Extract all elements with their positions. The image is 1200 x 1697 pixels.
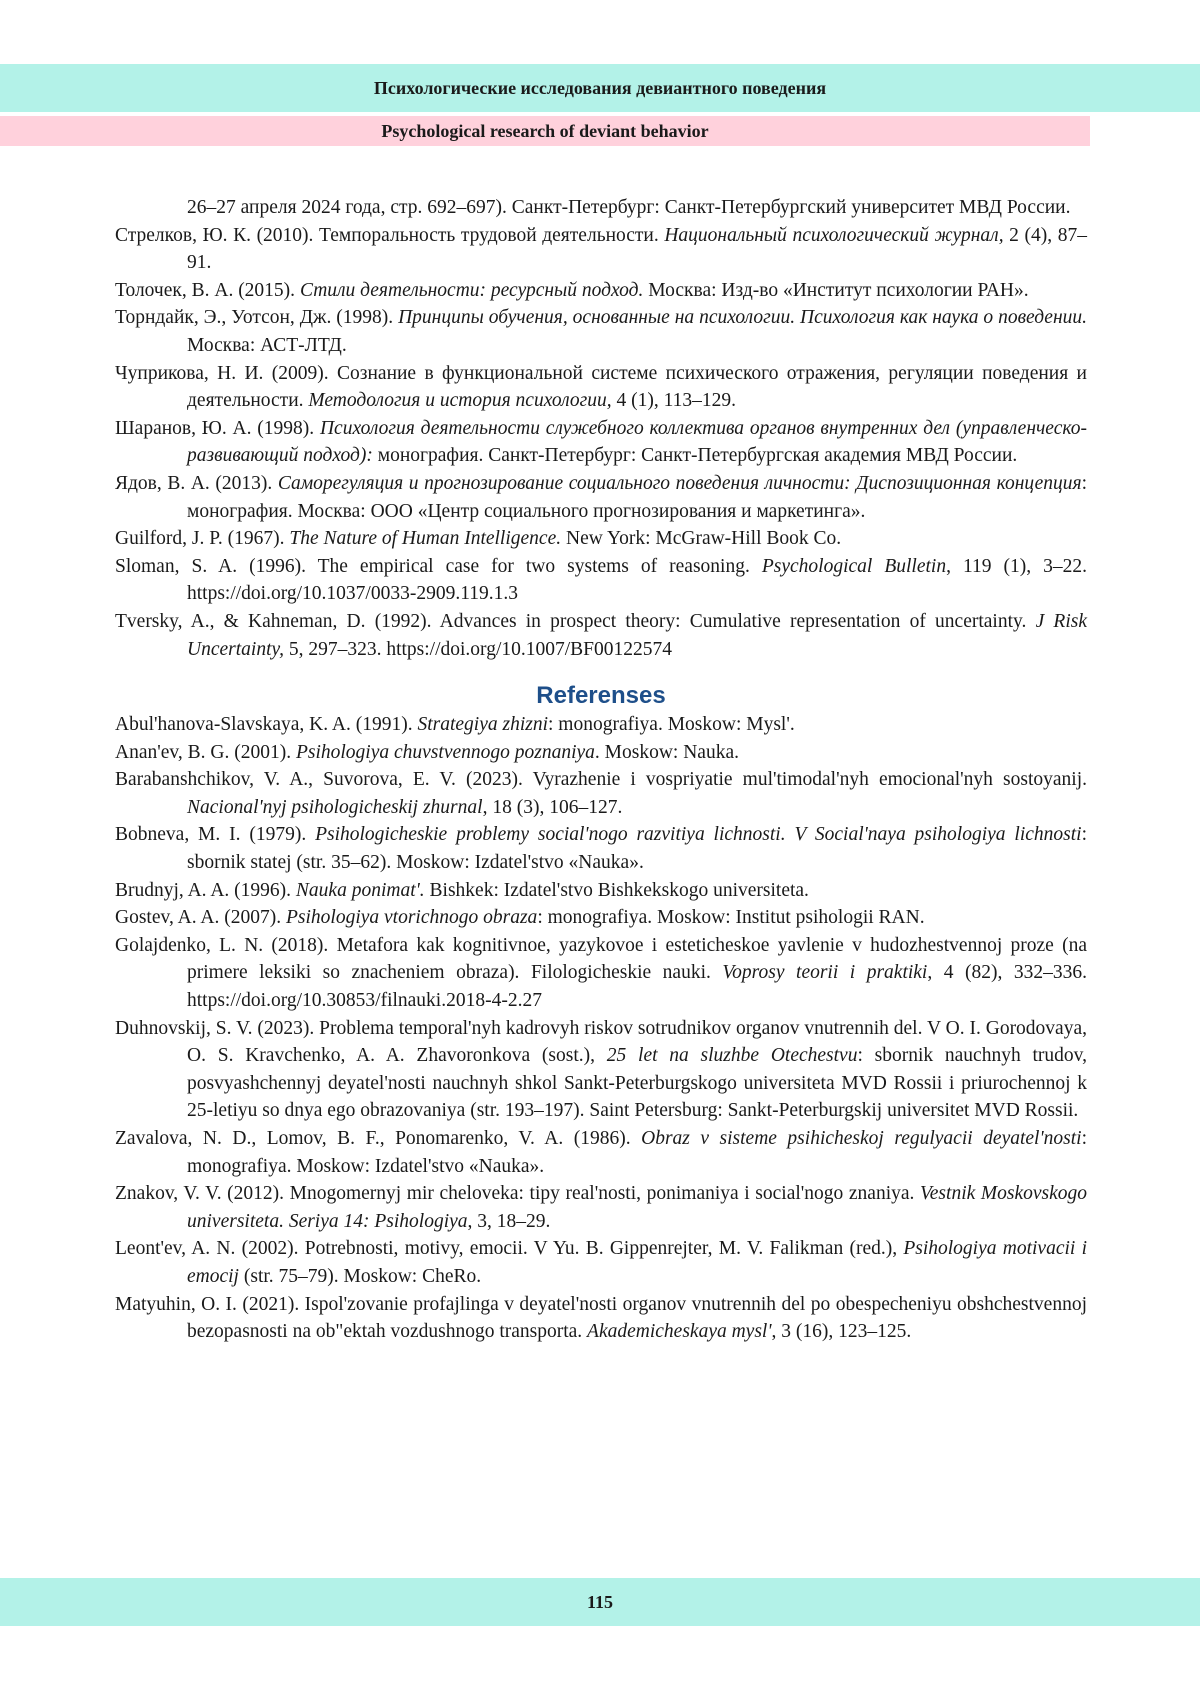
journal-title-ru <box>0 64 1200 112</box>
reference-text-part: Guilford, J. P. (1967). <box>115 528 290 550</box>
reference-italic-part: Психология деятельности служебного коллектива органов внутренних дел (управленческо-развивающий подход): <box>187 417 1087 467</box>
reference-italic-part: Obraz v sisteme psihicheskoj regulyacii deyatel'nosti <box>641 1128 1082 1149</box>
journal-title-ru-text: Психологические исследования девиантного поведения <box>373 77 827 98</box>
reference-italic-part: Psychological Bulletin <box>761 555 947 577</box>
reference-italic-part: Psihologiya motivacii i emocij <box>187 1238 1087 1287</box>
reference-text-part: Leont'ev, A. N. (2002). Potrebnosti, motivy, emocii. V Yu. B. Gippenrejter, M. V. Falikman (red.), <box>115 1238 904 1260</box>
reference-text-part: 4 (1), 113–129. <box>611 390 737 412</box>
reference-text-part: Sloman, S. A. (1996). The empirical case for two systems of reasoning. <box>115 555 762 577</box>
reference-entry <box>115 1180 1087 1235</box>
reference-text-part: Anan'ev, B. G. (2001). <box>115 741 296 763</box>
reference-text-part: , 3, 18–29. <box>467 1210 551 1232</box>
reference-text-part: Zavalova, N. D., Lomov, B. F., Ponomarenko, V. A. (1986). <box>115 1128 642 1149</box>
reference-entry <box>115 415 1087 470</box>
reference-italic-part: Akademicheskaya mysl' <box>587 1321 772 1343</box>
page-footer <box>0 1578 1200 1626</box>
reference-entry <box>115 821 1087 876</box>
reference-italic-part: Методология и история психологии, <box>308 390 612 412</box>
reference-text-part: New York: McGraw-Hill Book Co. <box>561 528 842 550</box>
reference-entry <box>115 877 1087 905</box>
journal-title-en <box>0 116 1090 146</box>
reference-italic-part: 25 let na sluzhbe Otechestvu <box>606 1045 858 1067</box>
reference-text-part: , 119 (1), 3–22. https://doi.org/10.1037/0033-2909.119.1.3 <box>187 555 1087 605</box>
reference-text-part: : monografiya. Moskow: Mysl'. <box>548 714 795 736</box>
reference-entry <box>115 194 1087 222</box>
reference-text-part: монография. Санкт-Петербург: Санкт-Петербургская академия МВД России. <box>372 445 1018 467</box>
reference-text-part: , 4 (82), 332–336. https://doi.org/10.30853/filnauki.2018-4-2.27 <box>187 962 1087 1012</box>
reference-entry <box>115 1291 1087 1346</box>
reference-text-part: : monografiya. Moskow: Institut psihologii RAN. <box>537 907 925 929</box>
reference-entry <box>115 1015 1087 1125</box>
references-content <box>115 194 1087 1346</box>
reference-italic-part: Voprosy teorii i praktiki <box>722 962 928 984</box>
reference-text-part: Москва: Изд-во «Институт психологии РАН». <box>643 279 1029 301</box>
reference-text-part: Abul'hanova-Slavskaya, K. A. (1991). <box>115 714 418 736</box>
reference-text-part: Чуприкова, Н. И. (2009). Сознание в функциональной системе психического отражения, регуляции поведения и деятельности. <box>115 362 1087 412</box>
reference-entry <box>115 1125 1087 1180</box>
reference-text-part: Москва: АСТ-ЛТД. <box>187 334 347 356</box>
reference-entry <box>115 553 1087 608</box>
reference-italic-part: Nauka ponimat'. <box>295 879 425 901</box>
reference-entry <box>115 277 1087 305</box>
english-reference-list <box>115 711 1087 1346</box>
reference-italic-part: Psihologicheskie problemy social'nogo razvitiya lichnosti. V Social'naya psihologiya lichnosti <box>315 824 1082 846</box>
reference-entry <box>115 470 1087 525</box>
reference-text-part: , 18 (3), 106–127. <box>482 796 623 818</box>
page-number: 115 <box>586 1591 613 1612</box>
reference-entry <box>115 1235 1087 1290</box>
journal-title-en-text: Psychological research of deviant behavior <box>381 120 709 141</box>
reference-entry <box>115 525 1087 553</box>
reference-text-part: Tversky, A., & Kahneman, D. (1992). Advances in prospect theory: Cumulative representation of uncertainty. <box>115 610 1036 632</box>
reference-entry <box>115 360 1087 415</box>
reference-italic-part: Nacional'nyj psihologicheskij zhurnal <box>187 796 483 818</box>
reference-entry <box>115 739 1087 767</box>
reference-text-part: 26–27 апреля 2024 года, стр. 692–697). Санкт-Петербург: Санкт-Петербургский университет МВД России. <box>187 197 1071 218</box>
reference-text-part: Bishkek: Izdatel'stvo Bishkekskogo universiteta. <box>424 879 809 901</box>
reference-text-part: Торндайк, Э., Уотсон, Дж. (1998). <box>115 307 399 329</box>
reference-text-part: Шаранов, Ю. А. (1998). <box>115 417 320 439</box>
reference-text-part: 2 (4), 87–91. <box>187 224 1087 274</box>
reference-text-part: Толочек, В. А. (2015). <box>115 279 300 301</box>
reference-text-part: Golajdenko, L. N. (2018). Metafora kak kognitivnoe, yazykovoe i esteticheskoe yavlenie v hudozhestvennoj proze (na primere leksiki so znacheniem obraza). Filologicheskie nauki. <box>115 934 1087 984</box>
reference-entry <box>115 904 1087 932</box>
reference-entry <box>115 304 1087 359</box>
reference-entry <box>115 711 1087 739</box>
reference-entry <box>115 608 1087 663</box>
reference-italic-part: Саморегуляция и прогнозирование социального поведения личности: Диспозиционная концепция <box>277 472 1082 494</box>
reference-italic-part: J Risk Uncertainty, <box>187 610 1087 660</box>
reference-italic-part: Strategiya zhizni <box>417 714 549 736</box>
reference-text-part: : sbornik nauchnyh trudov, posvyashchennyj deyatel'nosti nauchnyh shkol Sankt-Peterburgskogo universiteta MVD Rossii i priurochennoj k 25-letiyu so dnya ego obrazovaniya (str. 193–197). Saint Petersburg: Sankt-Peterburgskij universitet MVD Rossii. <box>187 1045 1087 1122</box>
reference-text-part: Matyuhin, O. I. (2021). Ispol'zovanie profajlinga v deyatel'nosti organov vnutrennih del po obespecheniyu obshchestvennoj bezopasnosti na ob"ektah vozdushnogo transporta. <box>115 1293 1087 1343</box>
russian-reference-list <box>115 194 1087 663</box>
reference-text-part: Brudnyj, A. A. (1996). <box>115 879 296 901</box>
reference-italic-part: Принципы обучения, основанные на психологии. Психология как наука о поведении. <box>398 307 1088 329</box>
reference-text-part: , 3 (16), 123–125. <box>771 1321 912 1343</box>
reference-italic-part: Стили деятельности: ресурсный подход. <box>299 279 644 301</box>
reference-text-part: Ядов, В. А. (2013). <box>115 472 278 494</box>
reference-entry <box>115 222 1087 277</box>
reference-text-part: Barabanshchikov, V. A., Suvorova, E. V. (2023). Vyrazhenie i vospriyatie mul'timodal'nyh emocional'nyh sostoyanij. <box>115 769 1087 791</box>
reference-text-part: : монография. Москва: ООО «Центр социального прогнозирования и маркетинга». <box>187 472 1087 522</box>
reference-italic-part: Национальный психологический журнал, <box>664 224 1004 246</box>
references-heading: Referenses <box>536 682 666 710</box>
reference-italic-part: Psihologiya vtorichnogo obraza <box>285 907 538 929</box>
reference-text-part: Gostev, A. A. (2007). <box>115 907 286 929</box>
reference-italic-part: Vestnik Moskovskogo universiteta. Seriya 14: Psihologiya <box>187 1183 1088 1232</box>
reference-text-part: Duhnovskij, S. V. (2023). Problema temporal'nyh kadrovyh riskov sotrudnikov organov vnutrennih del. V O. I. Gorodovaya, O. S. Kravchenko, A. A. Zhavoronkova (sost.), <box>115 1017 1087 1067</box>
reference-italic-part: Psihologiya chuvstvennogo poznaniya <box>295 741 595 763</box>
reference-entry <box>115 766 1087 821</box>
reference-text-part: : monografiya. Moskow: Izdatel'stvo «Nauka». <box>187 1128 1087 1177</box>
reference-entry <box>115 932 1087 1015</box>
reference-text-part: : sbornik statej (str. 35–62). Moskow: Izdatel'stvo «Nauka». <box>187 824 1087 874</box>
reference-text-part: (str. 75–79). Moskow: CheRo. <box>238 1265 482 1287</box>
reference-text-part: 5, 297–323. https://doi.org/10.1007/BF00122574 <box>283 638 673 660</box>
reference-text-part: Znakov, V. V. (2012). Mnogomernyj mir cheloveka: tipy real'nosti, ponimaniya i social'nogo znaniya. <box>115 1183 921 1205</box>
reference-text-part: Bobneva, M. I. (1979). <box>115 824 316 846</box>
reference-text-part: . Moskow: Nauka. <box>594 741 739 763</box>
reference-text-part: Стрелков, Ю. К. (2010). Темпоральность трудовой деятельности. <box>115 224 665 246</box>
reference-italic-part: The Nature of Human Intelligence. <box>289 528 562 550</box>
